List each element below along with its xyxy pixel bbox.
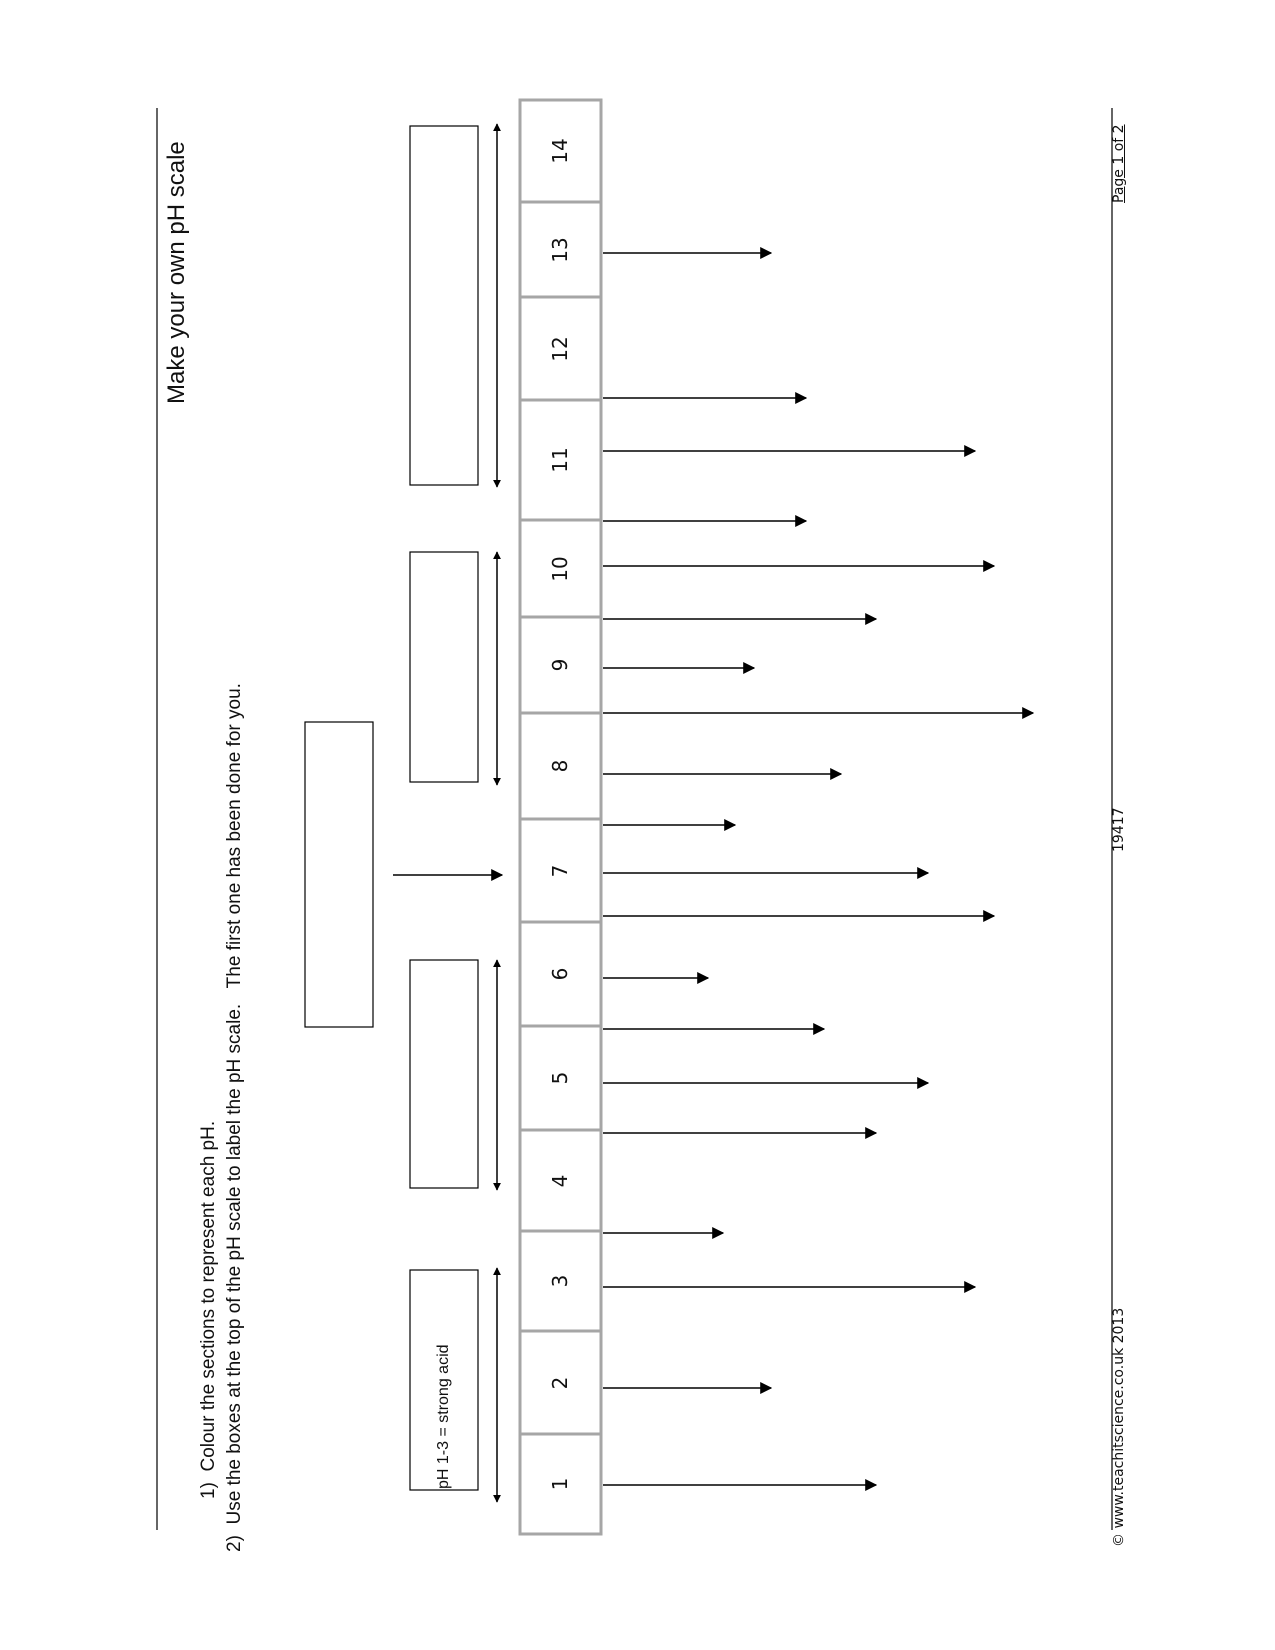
footer-code: 19417 [1111, 807, 1127, 852]
ph-cell-8[interactable]: 8 [548, 759, 572, 773]
footer-page-number: Page 1 of 2 [1111, 124, 1127, 203]
ph-cell-11[interactable]: 11 [548, 447, 572, 473]
ph-cell-12[interactable]: 12 [548, 335, 572, 362]
page-title: Make your own pH scale [163, 141, 190, 404]
ph-cell-9[interactable]: 9 [548, 658, 572, 672]
ph-scale-dividers [520, 202, 601, 1434]
instruction-2-number: 2) [224, 1535, 245, 1552]
example-arrows [603, 253, 1033, 1485]
ph-cell-13[interactable]: 13 [548, 236, 572, 263]
label-box-11-14[interactable] [410, 126, 478, 485]
ph-cell-10[interactable]: 10 [548, 555, 572, 582]
footer-copyright: © www.teachitscience.co.uk 2013 [1111, 1307, 1127, 1547]
ph-cell-7[interactable]: 7 [548, 864, 572, 877]
ph-cell-2[interactable]: 2 [548, 1376, 572, 1389]
label-box-8-10[interactable] [410, 552, 478, 782]
ph-scale-outline [520, 100, 601, 1534]
instruction-2-text: Use the boxes at the top of the pH scale to label the pH scale. The first one has been done for you. [224, 683, 245, 1525]
ph-cell-5[interactable]: 5 [548, 1071, 572, 1085]
instruction-2 [223, 472, 247, 1552]
ph-cell-3[interactable]: 3 [548, 1274, 572, 1288]
instruction-1-number: 1) [198, 1482, 219, 1499]
ph-scale-strip [520, 100, 601, 1534]
label-box-strong-acid-text: pH 1-3 = strong acid [435, 1344, 452, 1489]
label-box-4-6[interactable] [410, 960, 478, 1188]
ph-cell-6[interactable]: 6 [548, 967, 572, 981]
instruction-1 [197, 1049, 221, 1499]
label-box-neutral[interactable] [305, 722, 373, 1027]
ph-cell-4[interactable]: 4 [548, 1174, 572, 1187]
instruction-1-text: Colour the sections to represent each pH. [198, 1120, 219, 1472]
ph-cell-1[interactable]: 1 [548, 1477, 572, 1491]
ph-cell-14[interactable]: 14 [548, 138, 572, 164]
